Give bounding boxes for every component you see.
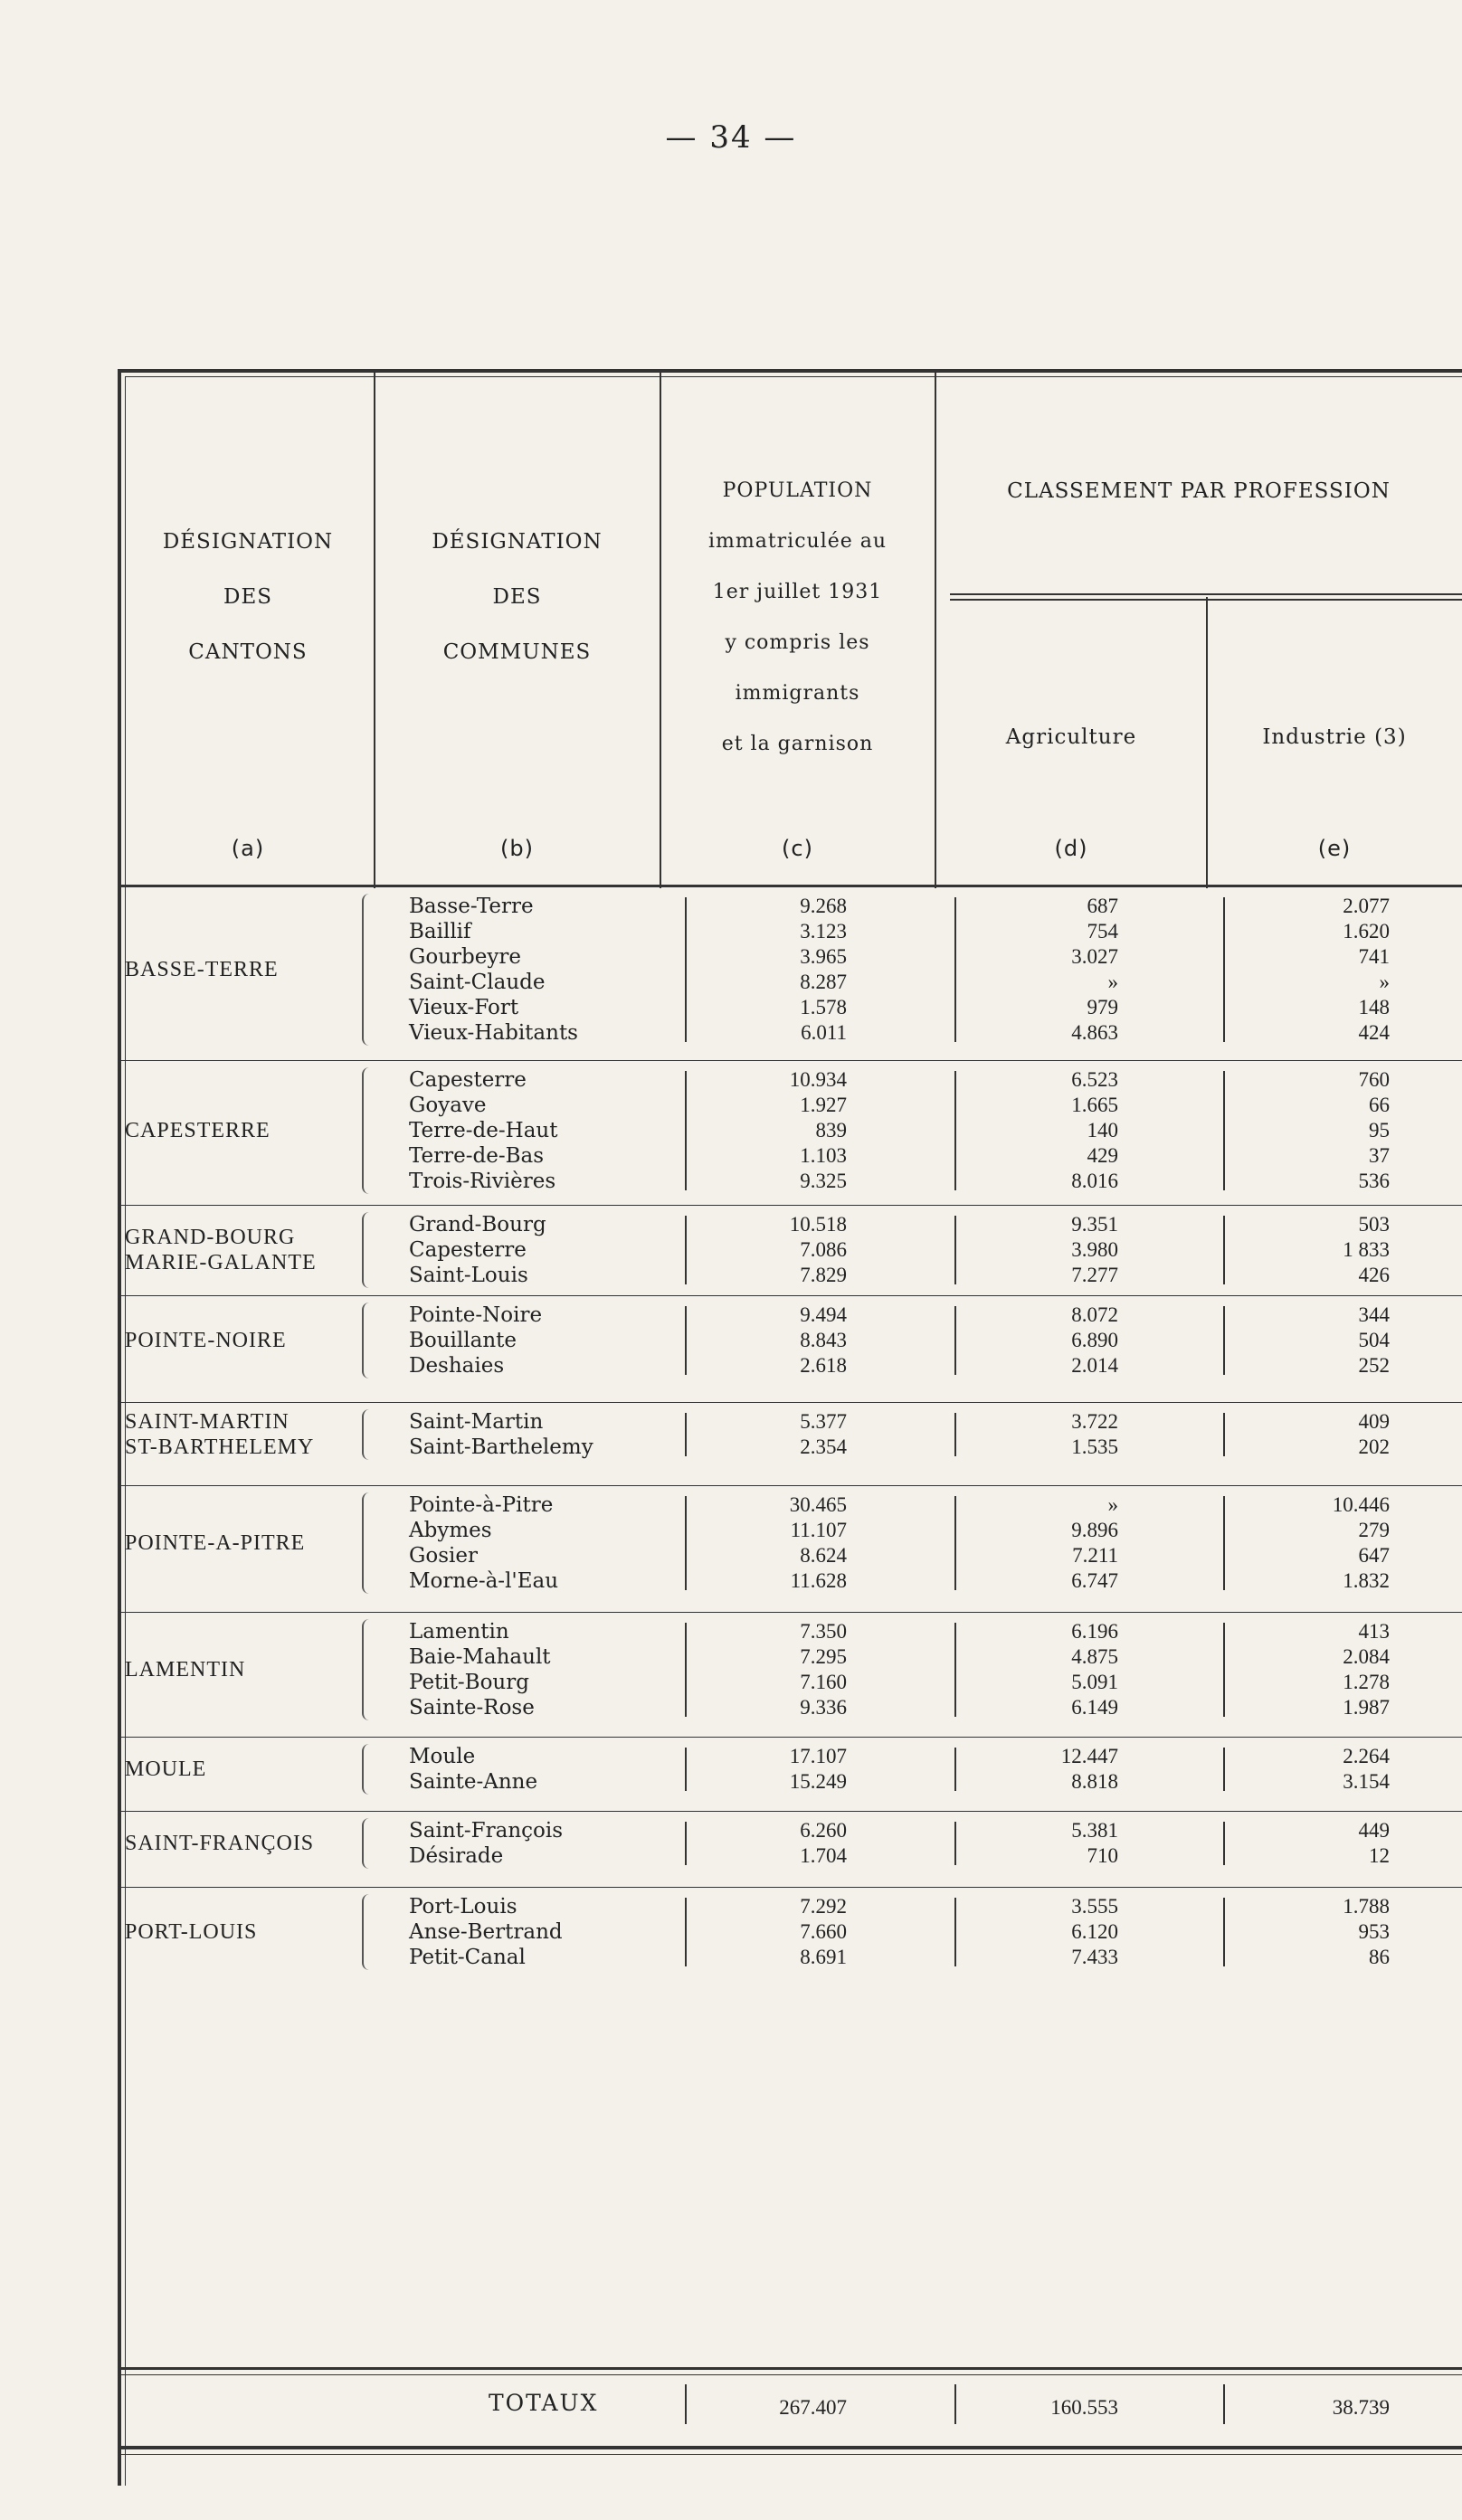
group-separator [121,1295,1462,1296]
canton-name: MARIE-GALANTE [125,1251,317,1274]
commune-name: Petit-Canal [409,1946,526,1969]
population-value: 15.249 [789,1770,847,1793]
commune-name: Grand-Bourg [409,1213,546,1236]
group-separator [121,1205,1462,1206]
commune-name: Basse-Terre [409,895,534,918]
group-brace [362,1212,369,1288]
industrie-value: 1.788 [1343,1895,1390,1918]
col-divider [1223,1623,1225,1717]
canton-name: GRAND-BOURG [125,1226,296,1249]
col-divider [954,1216,956,1284]
industrie-value: 953 [1358,1920,1390,1943]
industrie-value: 279 [1358,1519,1390,1541]
header-line: COMMUNES [442,640,592,664]
population-value: 2.618 [800,1354,847,1377]
agriculture-value: 1.665 [1071,1094,1118,1116]
commune-name: Saint-Martin [409,1410,544,1434]
commune-name: Anse-Bertrand [409,1920,563,1944]
population-value: 8.843 [800,1329,847,1351]
population-value: 7.086 [800,1238,847,1261]
industrie-value: 148 [1358,996,1390,1018]
col-divider [935,373,936,888]
group-separator [121,1402,1462,1403]
agriculture-value: 8.072 [1071,1303,1118,1326]
agriculture-value: 3.027 [1071,945,1118,968]
col-divider [1223,1071,1225,1190]
agriculture-value: 6.120 [1071,1920,1118,1943]
commune-name: Saint-Louis [409,1264,528,1287]
col-divider [685,1496,687,1590]
header-letter-a: (a) [231,836,265,861]
industrie-value: 3.154 [1343,1770,1390,1793]
population-value: 7.160 [800,1671,847,1693]
commune-name: Baillif [409,920,471,943]
agriculture-value: 7.211 [1072,1544,1118,1567]
population-value: 1.578 [800,996,847,1018]
commune-name: Saint-François [409,1819,564,1843]
population-value: 839 [815,1119,847,1142]
header-line: DES [223,585,272,609]
agriculture-value: 5.091 [1071,1671,1118,1693]
header-line: et la garnison [721,733,874,755]
col-divider [954,1496,956,1590]
population-value: 7.350 [800,1620,847,1643]
agriculture-value: 140 [1087,1119,1118,1142]
totals-divider [685,2384,687,2424]
agriculture-value: 979 [1087,996,1118,1018]
header-letter-b: (b) [500,836,534,861]
header-letter-d: (d) [1054,836,1088,861]
population-value: 7.660 [800,1920,847,1943]
col-divider [1223,1822,1225,1865]
classement-rule [950,599,1462,601]
population-value: 10.518 [789,1213,847,1236]
commune-name: Gourbeyre [409,945,521,969]
agriculture-value: 8.016 [1071,1170,1118,1192]
population-value: 2.354 [800,1435,847,1458]
totals-divider [1223,2384,1225,2424]
industrie-value: 424 [1358,1021,1390,1044]
canton-name: PORT-LOUIS [125,1920,258,1944]
header-line: immigrants [735,682,860,705]
col-divider [685,1822,687,1865]
canton-name: MOULE [125,1757,207,1781]
population-value: 8.691 [800,1946,847,1968]
industrie-value: 1.987 [1343,1696,1390,1719]
industrie-value: 37 [1369,1144,1390,1167]
col-divider [1223,1413,1225,1456]
header-canton [121,532,375,663]
industrie-value: 647 [1358,1544,1390,1567]
header-classement: CLASSEMENT PAR PROFESSION [1007,479,1391,503]
population-value: 17.107 [789,1745,847,1767]
group-separator [121,1737,1462,1738]
industrie-value: 409 [1358,1410,1390,1433]
header-line: DÉSIGNATION [162,530,334,554]
industrie-value: 2.077 [1343,895,1390,917]
header-line: POPULATION [722,479,873,502]
industrie-value: 536 [1358,1170,1390,1192]
header-letter-e: (e) [1317,836,1352,861]
agriculture-value: 6.747 [1071,1569,1118,1592]
commune-name: Baie-Mahault [409,1645,551,1669]
canton-name: SAINT-MARTIN [125,1410,290,1434]
industrie-value: 10.446 [1332,1493,1390,1516]
population-value: 6.260 [800,1819,847,1842]
commune-name: Capesterre [409,1068,527,1092]
commune-name: Désirade [409,1844,504,1868]
population-value: 8.624 [800,1544,847,1567]
agriculture-value: » [1107,1493,1118,1516]
commune-name: Moule [409,1745,476,1768]
industrie-value: 2.264 [1343,1745,1390,1767]
totals-top-rule [118,2367,1462,2370]
agriculture-value: 6.196 [1071,1620,1118,1643]
group-separator [121,1060,1462,1061]
agriculture-value: 7.277 [1071,1264,1118,1286]
col-divider [954,1822,956,1865]
canton-name: LAMENTIN [125,1658,246,1682]
canton-name: CAPESTERRE [125,1119,271,1142]
agriculture-value: 1.535 [1071,1435,1118,1458]
commune-name: Trois-Rivières [409,1170,556,1193]
commune-name: Pointe-à-Pitre [409,1493,554,1517]
header-commune [375,532,660,663]
table-bottom-rule [118,2454,1462,2455]
agriculture-value: 4.863 [1071,1021,1118,1044]
population-value: 1.103 [800,1144,847,1167]
header-population [660,481,935,754]
total-industrie: 38.739 [1332,2396,1390,2419]
group-brace [362,1492,369,1594]
col-divider [685,1748,687,1791]
col-divider [685,1413,687,1456]
industrie-value: 86 [1369,1946,1390,1968]
col-divider [954,1898,956,1966]
agriculture-value: 3.555 [1071,1895,1118,1918]
commune-name: Goyave [409,1094,487,1117]
industrie-value: 760 [1358,1068,1390,1091]
agriculture-value: 3.980 [1071,1238,1118,1261]
col-divider [685,1071,687,1190]
commune-name: Vieux-Habitants [409,1021,578,1045]
population-value: 7.295 [800,1645,847,1668]
population-value: 30.465 [789,1493,847,1516]
total-population: 267.407 [779,2396,847,2419]
agriculture-value: 2.014 [1071,1354,1118,1377]
header-agriculture: Agriculture [1005,725,1137,749]
industrie-value: 1.832 [1343,1569,1390,1592]
commune-name: Abymes [409,1519,492,1542]
industrie-value: 741 [1358,945,1390,968]
header-letter-c: (c) [782,836,813,861]
col-divider [954,897,956,1042]
table-bottom-rule [118,2446,1462,2449]
population-value: 3.965 [800,945,847,968]
totals-label: TOTAUX [489,2390,599,2416]
population-value: 10.934 [789,1068,847,1091]
agriculture-value: 754 [1087,920,1118,943]
group-brace [362,1619,369,1720]
col-divider [685,1216,687,1284]
industrie-value: 413 [1358,1620,1390,1643]
agriculture-value: » [1107,971,1118,993]
population-value: 1.704 [800,1844,847,1867]
agriculture-value: 6.149 [1071,1696,1118,1719]
agriculture-value: 4.875 [1071,1645,1118,1668]
col-divider [954,1623,956,1717]
industrie-value: 12 [1369,1844,1390,1867]
industrie-value: 1 833 [1343,1238,1390,1261]
col-divider [1223,1216,1225,1284]
industrie-value: 95 [1369,1119,1390,1142]
group-brace [362,1818,369,1869]
commune-name: Bouillante [409,1329,517,1352]
population-value: 5.377 [800,1410,847,1433]
agriculture-value: 6.890 [1071,1329,1118,1351]
industrie-value: 66 [1369,1094,1390,1116]
header-line: DES [492,585,542,609]
header-industrie: Industrie (3) [1262,725,1407,749]
canton-name: ST-BARTHELEMY [125,1435,315,1459]
group-brace [362,1894,369,1970]
col-divider [685,897,687,1042]
group-separator [121,1612,1462,1613]
commune-name: Vieux-Fort [409,996,519,1019]
population-value: 8.287 [800,971,847,993]
canton-name: BASSE-TERRE [125,958,279,981]
population-value: 9.336 [800,1696,847,1719]
industrie-value: 504 [1358,1329,1390,1351]
header-line: DÉSIGNATION [432,530,603,554]
col-divider [954,1748,956,1791]
col-divider [1223,1306,1225,1375]
population-value: 9.268 [800,895,847,917]
commune-name: Port-Louis [409,1895,517,1918]
col-divider [1223,1748,1225,1791]
canton-name: SAINT-FRANÇOIS [125,1832,315,1855]
col-divider [954,1071,956,1190]
industrie-value: 503 [1358,1213,1390,1236]
agriculture-value: 8.818 [1071,1770,1118,1793]
commune-name: Deshaies [409,1354,505,1378]
commune-name: Gosier [409,1544,478,1568]
col-divider [1223,1898,1225,1966]
totals-top-rule [118,2374,1462,2375]
population-value: 9.494 [800,1303,847,1326]
commune-name: Saint-Barthelemy [409,1435,593,1459]
header-line: 1er juillet 1931 [712,581,883,603]
commune-name: Sainte-Anne [409,1770,538,1794]
commune-name: Terre-de-Bas [409,1144,545,1168]
population-value: 3.123 [800,920,847,943]
industrie-value: 344 [1358,1303,1390,1326]
commune-name: Capesterre [409,1238,527,1262]
commune-name: Sainte-Rose [409,1696,535,1719]
agriculture-value: 429 [1087,1144,1118,1167]
population-value: 11.107 [790,1519,847,1541]
industrie-value: 449 [1358,1819,1390,1842]
col-divider [1223,897,1225,1042]
col-divider [685,1898,687,1966]
commune-name: Saint-Claude [409,971,546,994]
industrie-value: 202 [1358,1435,1390,1458]
group-separator [121,1887,1462,1888]
group-separator [121,1811,1462,1812]
industrie-value: 426 [1358,1264,1390,1286]
commune-name: Morne-à-l'Eau [409,1569,559,1593]
agriculture-value: 687 [1087,895,1118,917]
commune-name: Petit-Bourg [409,1671,529,1694]
population-value: 9.325 [800,1170,847,1192]
col-divider [1223,1496,1225,1590]
agriculture-value: 7.433 [1071,1946,1118,1968]
agriculture-value: 12.447 [1060,1745,1118,1767]
industrie-value: 2.084 [1343,1645,1390,1668]
group-brace [362,1744,369,1795]
col-divider [954,1306,956,1375]
industrie-value: 1.278 [1343,1671,1390,1693]
canton-name: POINTE-A-PITRE [125,1531,306,1555]
agriculture-value: 5.381 [1071,1819,1118,1842]
group-brace [362,1303,369,1378]
agriculture-value: 6.523 [1071,1068,1118,1091]
agriculture-value: 710 [1087,1844,1118,1867]
classement-rule [950,593,1462,595]
header-line: y compris les [725,631,870,654]
agriculture-value: 3.722 [1071,1410,1118,1433]
population-value: 11.628 [790,1569,847,1592]
commune-name: Terre-de-Haut [409,1119,558,1142]
group-brace [362,1409,369,1460]
population-value: 7.292 [800,1895,847,1918]
commune-name: Lamentin [409,1620,509,1644]
group-brace [362,1067,369,1194]
agriculture-value: 9.896 [1071,1519,1118,1541]
population-value: 7.829 [800,1264,847,1286]
population-value: 1.927 [800,1094,847,1116]
header-line: CANTONS [188,640,308,664]
col-divider [954,1413,956,1456]
commune-name: Pointe-Noire [409,1303,543,1327]
industrie-value: » [1379,971,1390,993]
header-bottom-rule [121,885,1462,887]
col-divider [685,1623,687,1717]
total-agriculture: 160.553 [1050,2396,1118,2419]
col-divider [685,1306,687,1375]
industrie-value: 1.620 [1343,920,1390,943]
canton-name: POINTE-NOIRE [125,1329,287,1352]
population-value: 6.011 [801,1021,847,1044]
industrie-value: 252 [1358,1354,1390,1377]
header-line: immatriculée au [707,530,888,553]
agriculture-value: 9.351 [1071,1213,1118,1236]
totals-divider [954,2384,956,2424]
group-brace [362,894,369,1046]
page-number: — 34 — [665,119,797,156]
group-separator [121,1485,1462,1486]
